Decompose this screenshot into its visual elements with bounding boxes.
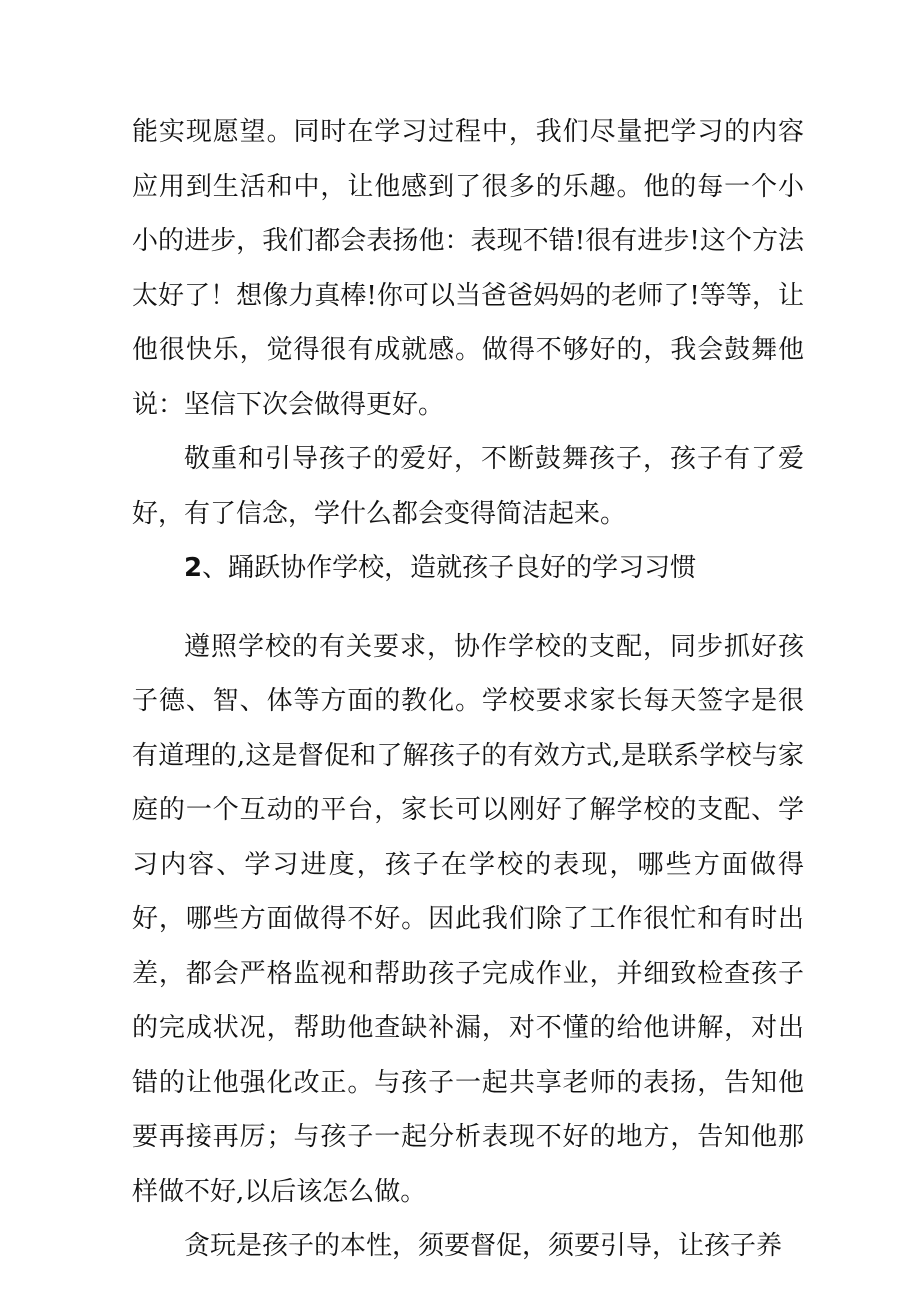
section-number: 2 — [184, 553, 203, 583]
heading-spacer — [132, 596, 804, 620]
paragraph-3: 遵照学校的有关要求，协作学校的支配，同步抓好孩子德、智、体等方面的教化。学校要求家长每天签字是很有道理的,这是督促和了解孩子的有效方式,是联系学校与家庭的一个互动的平台，家长可以刚好了解学校的支配、学习内容、学习进度，孩子在学校的表现，哪些方面做得好，哪些方面做得不好。因此我们除了工作很忙和有时出差，都会严格监视和帮助孩子完成作业，并细致检查孩子的完成状况，帮助他查缺补漏，对不懂的给他讲解，对出错的让他强化改正。与孩子一起共享老师的表扬，告知他要再接再厉；与孩子一起分析表现不好的地方，告知他那样做不好,以后该怎么做。 — [132, 631, 804, 1207]
paragraph-1: 能实现愿望。同时在学习过程中，我们尽量把学习的内容应用到生活和中，让他感到了很多的乐趣。他的每一个小小的进步，我们都会表扬他：表现不错!很有进步!这个方法太好了！想像力真棒!你可以当爸爸妈妈的老师了!等等，让他很快乐，觉得很有成就感。做得不够好的，我会鼓舞他说：坚信下次会做得更好。 — [132, 117, 804, 420]
section-title: 、踊跃协作学校，造就孩子良好的学习习惯 — [202, 553, 697, 583]
paragraph-2: 敬重和引导孩子的爱好，不断鼓舞孩子，孩子有了爱好，有了信念，学什么都会变得简洁起来。 — [132, 444, 804, 529]
paragraph-4: 贪玩是孩子的本性，须要督促，须要引导，让孩子养 — [184, 1231, 783, 1261]
body-text — [132, 105, 804, 1274]
section-heading — [132, 541, 804, 596]
